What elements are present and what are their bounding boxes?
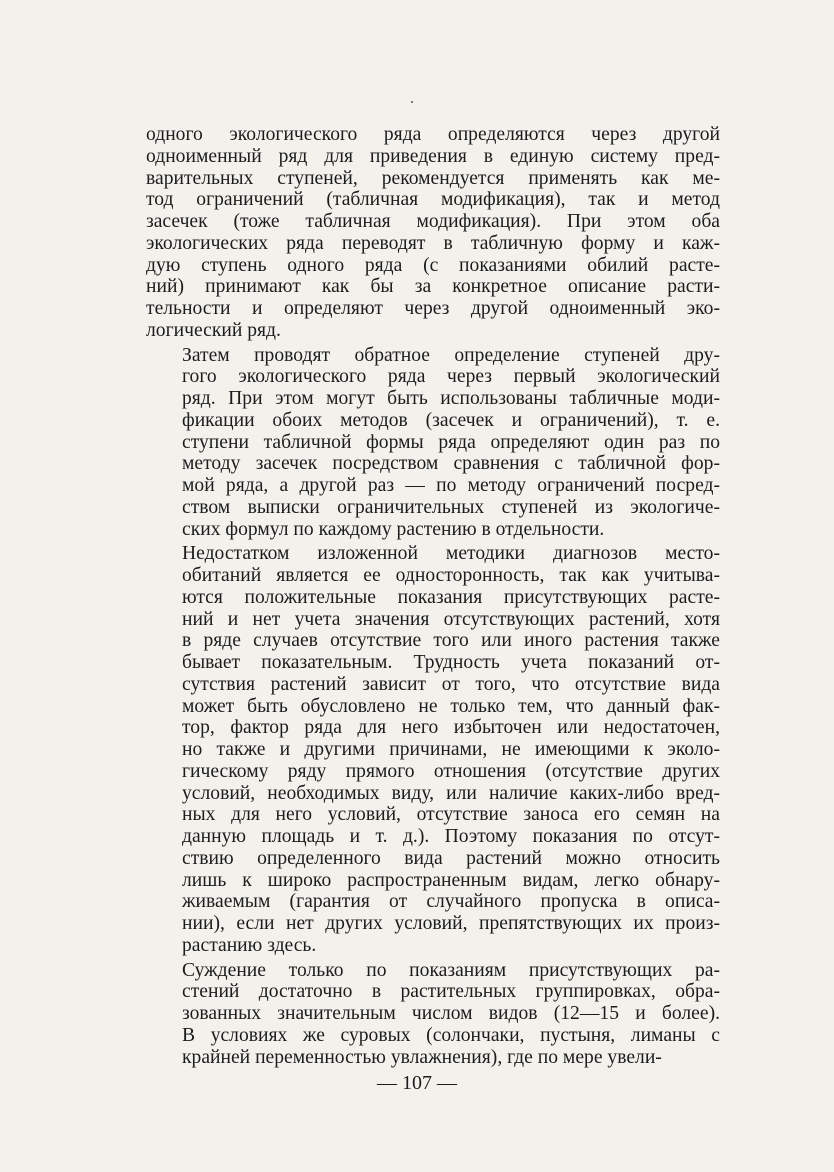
- text-line: одного экологического ряда определяются через другой: [146, 124, 720, 145]
- text-line: зованных значительным числом видов (12—15 и более).: [182, 1003, 720, 1024]
- text-line: Недостатком изложенной методики диагнозов место-: [182, 543, 720, 565]
- text-line: дую ступень одного ряда (с показаниями обилий расте-: [146, 254, 720, 276]
- text-line: В условиях же суровых (солончаки, пустыня, лиманы с: [182, 1024, 720, 1046]
- text-line: в ряде случаев отсутствие того или иного растения также: [182, 630, 720, 652]
- text-line: мой ряда, а другой раз — по методу ограничений посред-: [182, 475, 720, 496]
- text-line: данную площадь и т. д.). Поэтому показания по отсут-: [182, 826, 720, 847]
- paragraph: [146, 543, 720, 956]
- text-line: крайней переменностью увлажнения), где по мере увели-: [182, 1046, 662, 1068]
- text-line: лишь к широко распространенным видам, легко обнару-: [182, 869, 720, 891]
- text-line: ются положительные показания присутствующих расте-: [182, 586, 720, 608]
- text-line: ских формул по каждому растению в отдельности.: [182, 518, 605, 540]
- text-line: обитаний является ее односторонность, так как учитыва-: [182, 565, 720, 586]
- text-line: гическому ряду прямого отношения (отсутствие других: [182, 760, 720, 782]
- body-text: [146, 124, 720, 1068]
- text-line: ством выписки ограничительных ступеней из экологиче-: [182, 496, 720, 518]
- paragraph: [146, 124, 720, 342]
- text-line: но также и другими причинами, не имеющими к эколо-: [182, 739, 720, 760]
- text-line: ных для него условий, отсутствие заноса его семян на: [182, 804, 720, 826]
- text-line: ряд. При этом могут быть использованы табличные моди-: [182, 388, 720, 409]
- text-line: нии), если нет других условий, препятствующих их произ-: [182, 913, 720, 934]
- text-line: живаемым (гарантия от случайного пропуска в описа-: [182, 891, 720, 913]
- text-line: ний и нет учета значения отсутствующих растений, хотя: [182, 608, 720, 630]
- text-line: ствию определенного вида растений можно относить: [182, 847, 720, 869]
- text-line: сутствия растений зависит от того, что отсутствие вида: [182, 673, 720, 695]
- paragraph: [146, 345, 720, 541]
- text-line: методу засечек посредством сравнения с табличной фор-: [182, 453, 720, 475]
- print-speck: [411, 101, 413, 103]
- text-line: Затем проводят обратное определение ступеней дру-: [182, 344, 720, 366]
- text-line: засечек (тоже табличная модификация). При этом оба: [146, 211, 720, 232]
- text-line: тор, фактор ряда для него избыточен или недостаточен,: [182, 717, 720, 739]
- text-line: одноименный ряд для приведения в единую систему пред-: [146, 145, 720, 167]
- text-line: фикации обоих методов (засечек и ограничений), т. е.: [182, 409, 720, 431]
- text-line: экологических ряда переводят в табличную форму и каж-: [146, 232, 720, 254]
- paragraph: [146, 960, 720, 1069]
- text-line: условий, необходимых виду, или наличие каких-либо вред-: [182, 782, 720, 804]
- text-line: растанию здесь.: [182, 934, 317, 956]
- text-line: гого экологического ряда через первый экологический: [182, 366, 720, 388]
- text-line: варительных ступеней, рекомендуется применять как ме-: [146, 167, 720, 189]
- text-line: логический ряд.: [146, 319, 281, 341]
- text-line: ступени табличной формы ряда определяют один раз по: [182, 431, 720, 453]
- text-line: Суждение только по показаниям присутствующих ра-: [182, 959, 720, 981]
- text-line: ний) принимают как бы за конкретное описание расти-: [146, 276, 720, 298]
- text-line: тод ограничений (табличная модификация), так и метод: [146, 189, 720, 211]
- text-line: стений достаточно в растительных группировках, обра-: [182, 981, 720, 1003]
- text-line: может быть обусловлено не только тем, что данный фак-: [182, 695, 720, 717]
- text-line: тельности и определяют через другой одноименный эко-: [146, 298, 720, 319]
- page-number: — 107 —: [377, 1072, 457, 1094]
- text-line: бывает показательным. Трудность учета показаний от-: [182, 652, 720, 673]
